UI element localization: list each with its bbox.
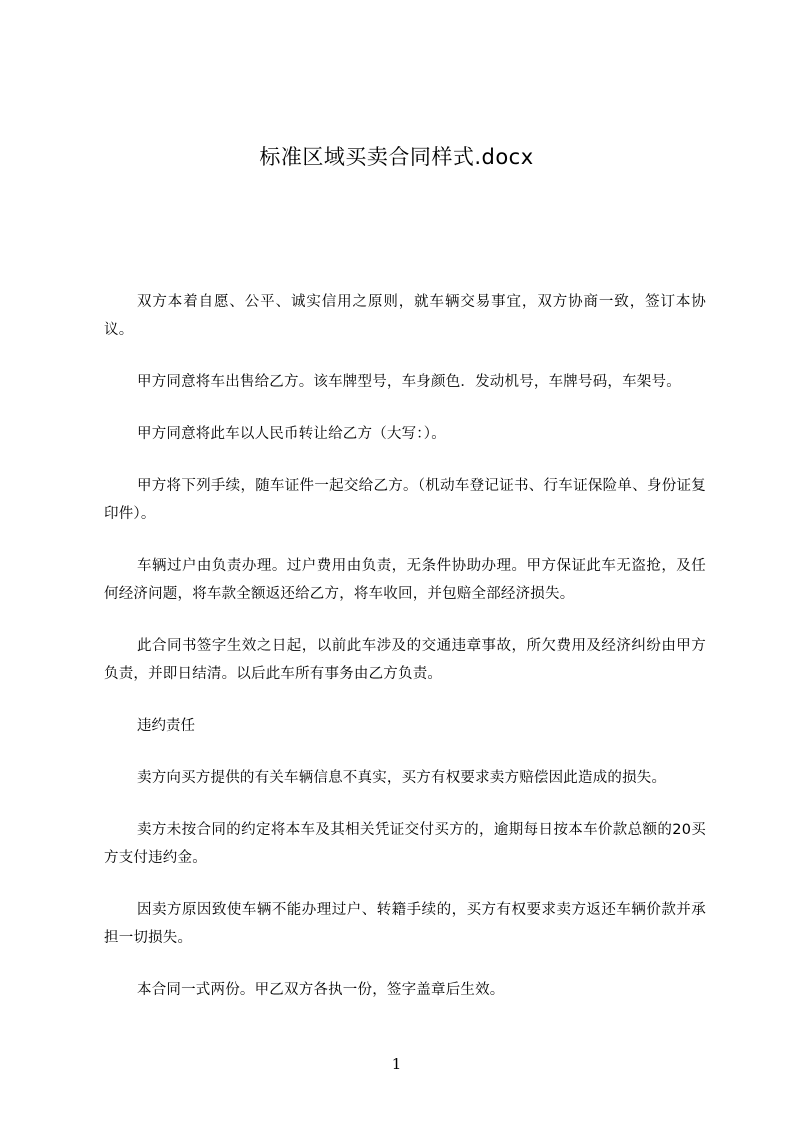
breach-heading: 违约责任 xyxy=(137,718,195,734)
paragraph-breach-delivery: 卖方未按合同的约定将本车及其相关凭证交付买方的，逾期每日按本车价款总额的20买方支付违约金。 xyxy=(104,822,706,866)
page-number: 1 xyxy=(391,1055,402,1073)
paragraph-documents: 甲方将下列手续，随车证件一起交给乙方。（机动车登记证书、行车证保险单、身份证复印件）。 xyxy=(104,478,706,522)
paragraph-copies: 本合同一式两份。甲乙双方各执一份，签字盖章后生效。 xyxy=(137,982,505,998)
document-title: 标准区域买卖合同样式.docx xyxy=(259,145,534,169)
paragraph-vehicle-sale: 甲方同意将车出售给乙方。该车牌型号，车身颜色．发动机号，车牌号码，车架号。 xyxy=(137,374,681,390)
paragraph-effective: 此合同书签字生效之日起，以前此车涉及的交通违章事故，所欠费用及经济纠纷由甲方负责，并即日结清。以后此车所有事务由乙方负责。 xyxy=(104,638,706,682)
paragraph-breach-info: 卖方向买方提供的有关车辆信息不真实，买方有权要求卖方赔偿因此造成的损失。 xyxy=(137,770,667,786)
paragraph-intro: 双方本着自愿、公平、诚实信用之原则，就车辆交易事宜，双方协商一致，签订本协议。 xyxy=(104,294,706,338)
paragraph-breach-transfer: 因卖方原因致使车辆不能办理过户、转籍手续的，买方有权要求卖方返还车辆价款并承担一切损失。 xyxy=(104,902,706,946)
document-body xyxy=(104,288,706,1028)
paragraph-price: 甲方同意将此车以人民币转让给乙方（大写：）。 xyxy=(137,426,446,442)
paragraph-transfer: 车辆过户由负责办理。过户费用由负责，无条件协助办理。甲方保证此车无盗抢，及任何经济问题，将车款全额返还给乙方，将车收回，并包赔全部经济损失。 xyxy=(104,558,706,602)
